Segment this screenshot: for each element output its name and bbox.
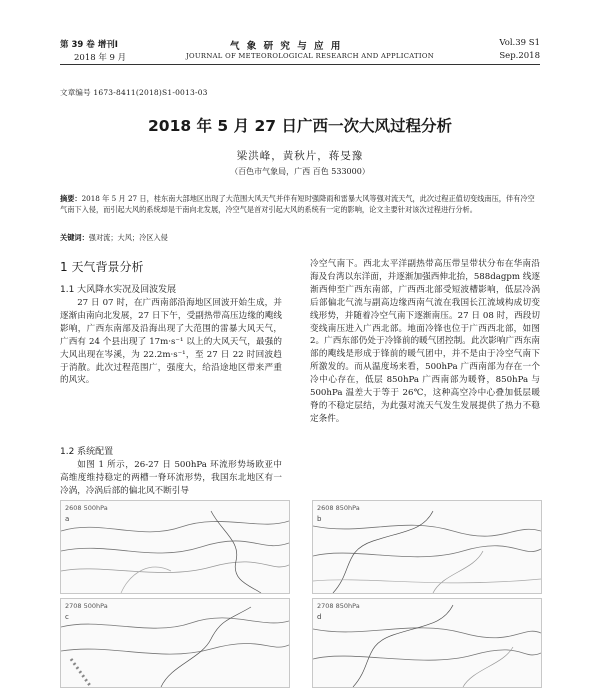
abstract-text: 2018 年 5 月 27 日，桂东南大部地区出现了大范围大风天气并伴有短时强降雨和雷暴大风等强对流天气，此次过程正值切变线南压，伴有冷空气南下入侵，而引起大风的系统却是干南向北发展，冷空气是首对引起大风的系统有一定的影响，论文主要针对该次过程进行分析。 [60,194,535,215]
affiliation: （百色市气象局，广西 百色 533000） [230,167,370,176]
volume-label: 第 39 卷 增刊Ⅰ [60,40,118,50]
paragraph: 冷空气南下。西北太平洋副热带高压带呈带状分布在华南沿海及台湾以东洋面，并逐渐加强西伸北抬，588dagpm 线逐渐西伸至广西东南部，广西西北部受短波槽影响，低层冷涡后部偏北气流与副高边缘西南气流在我国长江流域构成切变线形势，并随着冷空气南下逐渐南压。27 日 08 时，西段切变线南压进入广西北部。地面冷锋也位于广西西北部，如图 2。广西东部仍处于冷锋前的暖气团控制。此次影响广西东南部的飑线是形成于锋前的暖气团中，并不是由于冷空气南下所激发的。而从温度场来看，500hPa 广西南部为存在一个冷中心存在，低层 850hPa 广西南部为暖脊，850hPa 与 500hPa 温差大于等于 26℃，这种高空冷中心叠加低层暖脊的不稳定层结，为此强对流天气发生发展提供了热力不稳定条件。 [310,259,540,424]
abstract-label: 摘要： [60,194,82,203]
volume-en: Vol.39 S1 [499,38,540,48]
paper-title: 2018 年 5 月 27 日广西一次大风过程分析 [148,117,452,135]
keywords [60,233,540,243]
section-1-2-body-left [60,459,282,498]
panel-time-label: 2608 500hPa [65,504,108,512]
panel-letter: b [317,515,322,523]
header-rule [60,64,540,65]
authors: 梁洪峰，黄秋片，蒋旻豫 [236,150,364,162]
issue-date: 2018 年 9 月 [74,53,127,63]
figure-panel-d [312,598,542,688]
weather-map-graphic [313,599,541,687]
panel-letter: a [65,515,70,523]
article-number: 文章编号 1673-8411(2018)S1-0013-03 [60,88,208,97]
section-1-1-body [60,297,282,437]
keywords-label: 关键词： [60,233,89,242]
figure-panel-a [60,500,290,594]
panel-letter: c [65,613,69,621]
abstract [60,193,540,216]
section-1-2-body-right [310,258,540,426]
panel-letter: d [317,613,322,621]
section-heading-1-1: 1.1 大风降水实况及回波发展 [60,285,177,295]
panel-time-label: 2608 850hPa [317,504,360,512]
keywords-text: 强对流；大风；冷区入侵 [88,233,168,242]
panel-time-label: 2708 850hPa [317,602,360,610]
paragraph: 27 日 07 时，在广西南部沿海地区回波开始生成，并逐渐由南向北发展，27 日下午，受副热带高压边缘的飑线影响，广西东南部及沿海出现了大范围的雷暴大风天气，广西有 24 个县出现了 17m·s⁻¹ 以上的大风天气，最强的大风出现在岑溪，为 22.2m·s⁻¹，至 27 日 22 时回波趋于消散。此次过程范围广，强度大，给沿途地区带来严重的风灾。 [60,298,282,386]
section-heading-1-2: 1.2 系统配置 [60,447,114,457]
figure-panel-b [312,500,542,594]
running-header [60,38,540,66]
journal-title-cn: 气 象 研 究 与 应 用 [230,41,343,52]
journal-title-en: JOURNAL OF METEOROLOGICAL RESEARCH AND APPLICATION [186,52,434,60]
figure-panel-c [60,598,290,688]
panel-time-label: 2708 500hPa [65,602,108,610]
weather-map-graphic [313,501,541,593]
section-heading-1: 1 天气背景分析 [60,260,144,274]
weather-map-graphic [61,599,289,687]
paragraph: 如图 1 所示，26-27 日 500hPa 环流形势场欧亚中高维度维持稳定的两槽一脊环流形势，我国东北地区有一冷涡，冷涡后部的偏北风不断引导 [60,460,282,496]
date-en: Sep.2018 [499,51,540,61]
weather-map-graphic [61,501,289,593]
